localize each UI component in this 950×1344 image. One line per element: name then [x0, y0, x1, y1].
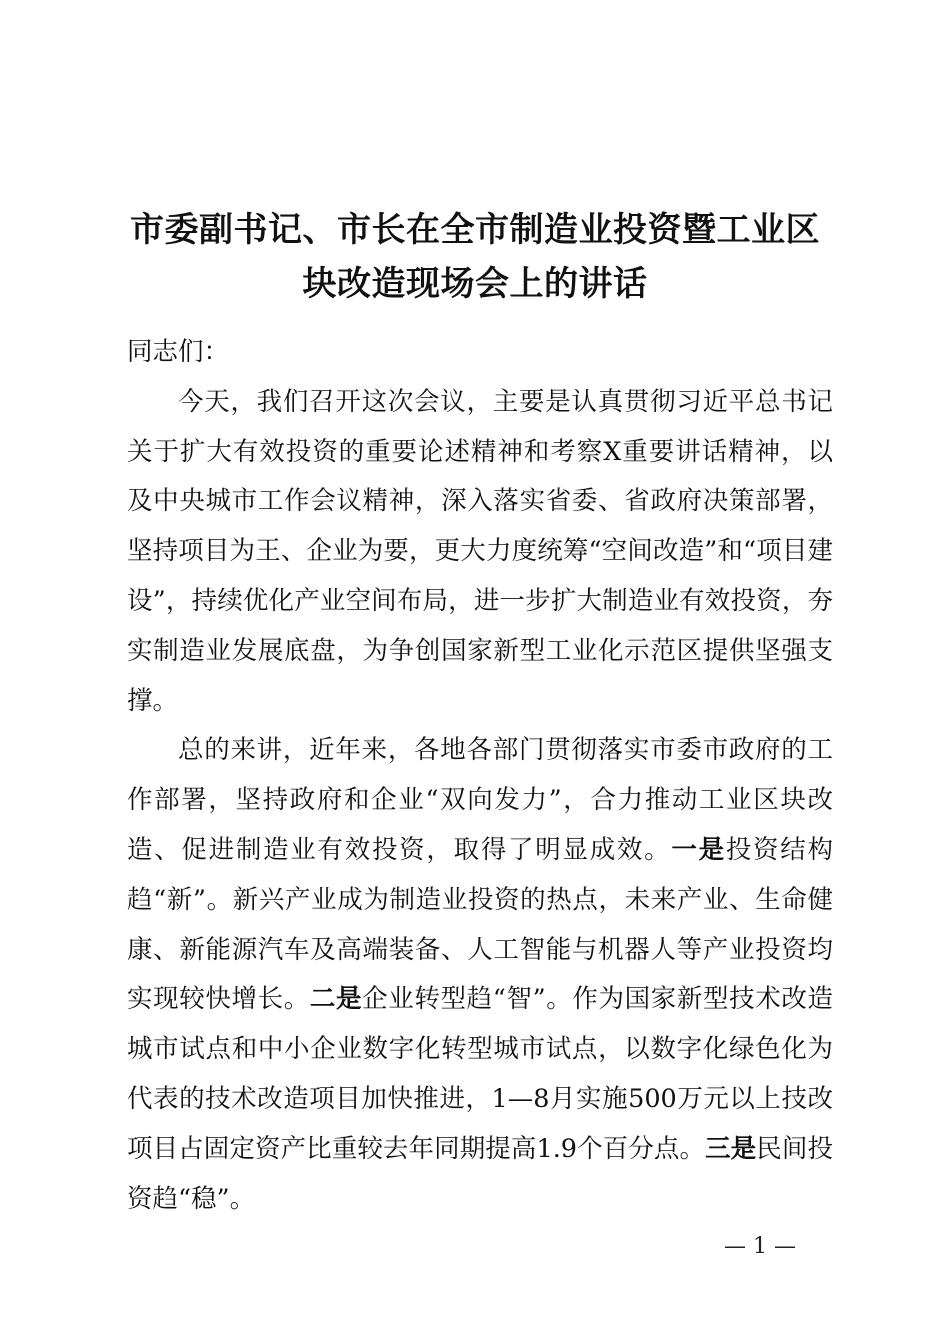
- point-2-text: 企业转型趋“智”。作为国家新型技术改造城市试点和中小企业数字化转型城市试点，以数字化绿色化为代表的技术改造项目加快推进，1—8月实施500万元以上技改项目占固定资产比重较去年同期提高1.9个百分点。: [127, 984, 833, 1164]
- paragraph-1: 今天，我们召开这次会议，主要是认真贯彻习近平总书记关于扩大有效投资的重要论述精神和考察X重要讲话精神，以及中央城市工作会议精神，深入落实省委、省政府决策部署，坚持项目为王、企业为要，更大力度统筹“空间改造”和“项目建设”，持续优化产业空间布局，进一步扩大制造业有效投资，夯实制造业发展底盘，为争创国家新型工业化示范区提供坚强支撑。: [127, 386, 833, 716]
- point-3-label: 三是: [705, 1133, 757, 1164]
- point-2-label: 二是: [309, 984, 363, 1015]
- point-1-label: 一是: [671, 834, 726, 865]
- title-line-2: 块改造现场会上的讲话: [302, 263, 648, 304]
- point-3-text: 民间投资趋“稳”。: [127, 1133, 833, 1214]
- salutation: 同志们：: [127, 337, 230, 367]
- paragraph-2: [127, 726, 833, 1224]
- paragraph-2-intro: 总的来讲，近年来，各地各部门贯彻落实市委市政府的工作部署，坚持政府和企业“双向发力”，合力推动工业区块改造、促进制造业有效投资，取得了明显成效。: [127, 735, 833, 865]
- page-number: — 1 —: [724, 1234, 796, 1259]
- title-line-1: 市委副书记、市长在全市制造业投资暨工业区: [130, 209, 820, 250]
- document-title: [110, 203, 840, 311]
- document-body: [127, 328, 833, 1224]
- point-1-text: 投资结构趋“新”。新兴产业成为制造业投资的热点，未来产业、生命健康、新能源汽车及高端装备、人工智能与机器人等产业投资均实现较快增长。: [127, 834, 833, 1015]
